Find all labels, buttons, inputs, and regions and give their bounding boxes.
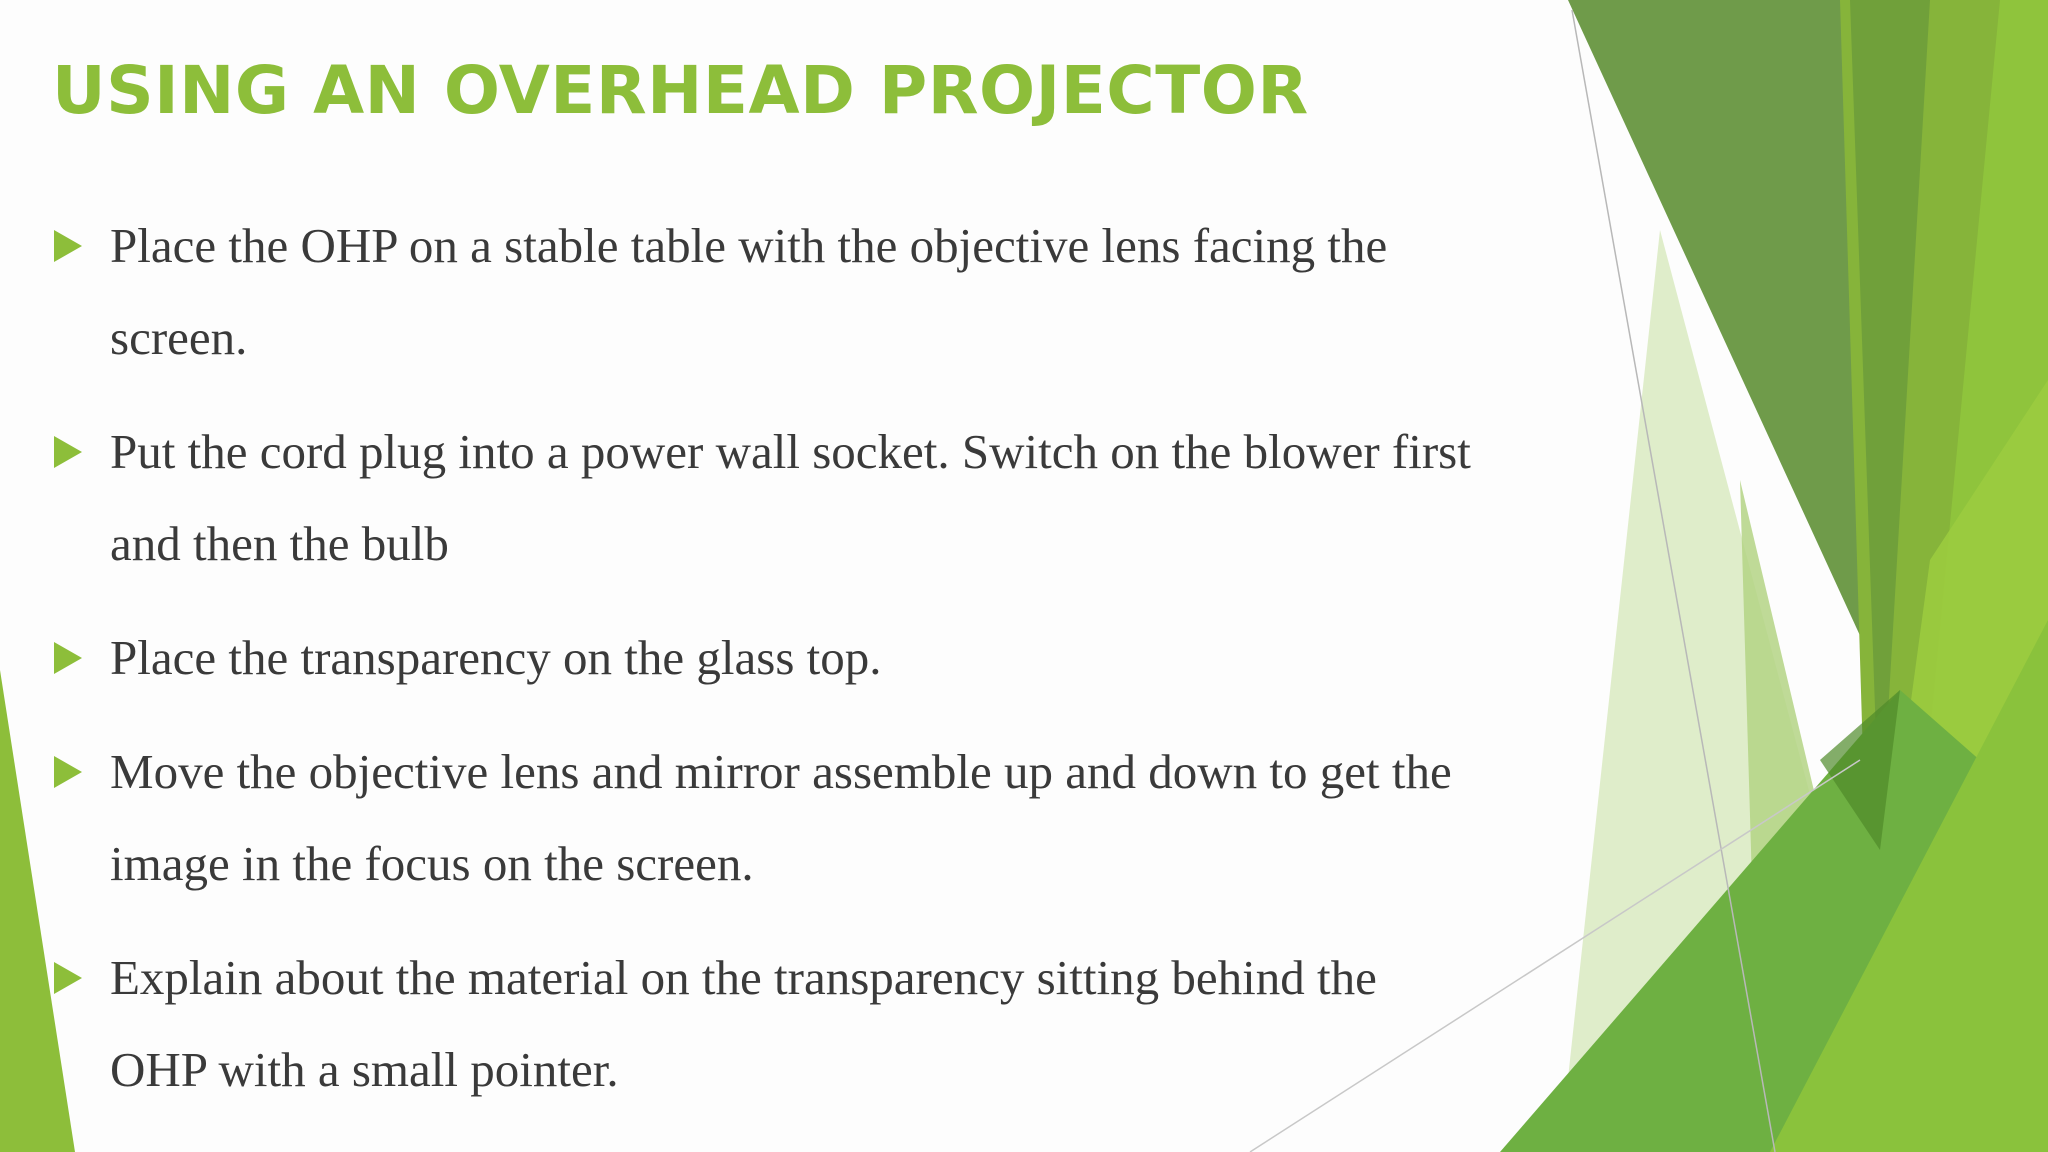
triangle-bullet-icon [54,962,82,994]
bullet-list [52,200,1472,1138]
bullet-text: Move the objective lens and mirror assemble up and down to get the image in the focus on the screen. [110,744,1452,891]
triangle-bullet-icon [54,756,82,788]
bullet-text: Place the transparency on the glass top. [110,630,882,685]
bullet-text: Place the OHP on a stable table with the objective lens facing the screen. [110,218,1388,365]
bullet-item [52,612,1472,704]
triangle-bullet-icon [54,642,82,674]
bullet-text: Put the cord plug into a power wall socket. Switch on the blower first and then the bulb [110,424,1471,571]
triangle-bullet-icon [54,230,82,262]
slide-title: USING AN OVERHEAD PROJECTOR [52,52,1309,129]
triangle-bullet-icon [54,436,82,468]
bullet-item [52,200,1472,384]
bullet-item [52,726,1472,910]
bullet-item [52,406,1472,590]
bullet-text: Explain about the material on the transparency sitting behind the OHP with a small pointer. [110,950,1377,1097]
bullet-item [52,932,1472,1116]
